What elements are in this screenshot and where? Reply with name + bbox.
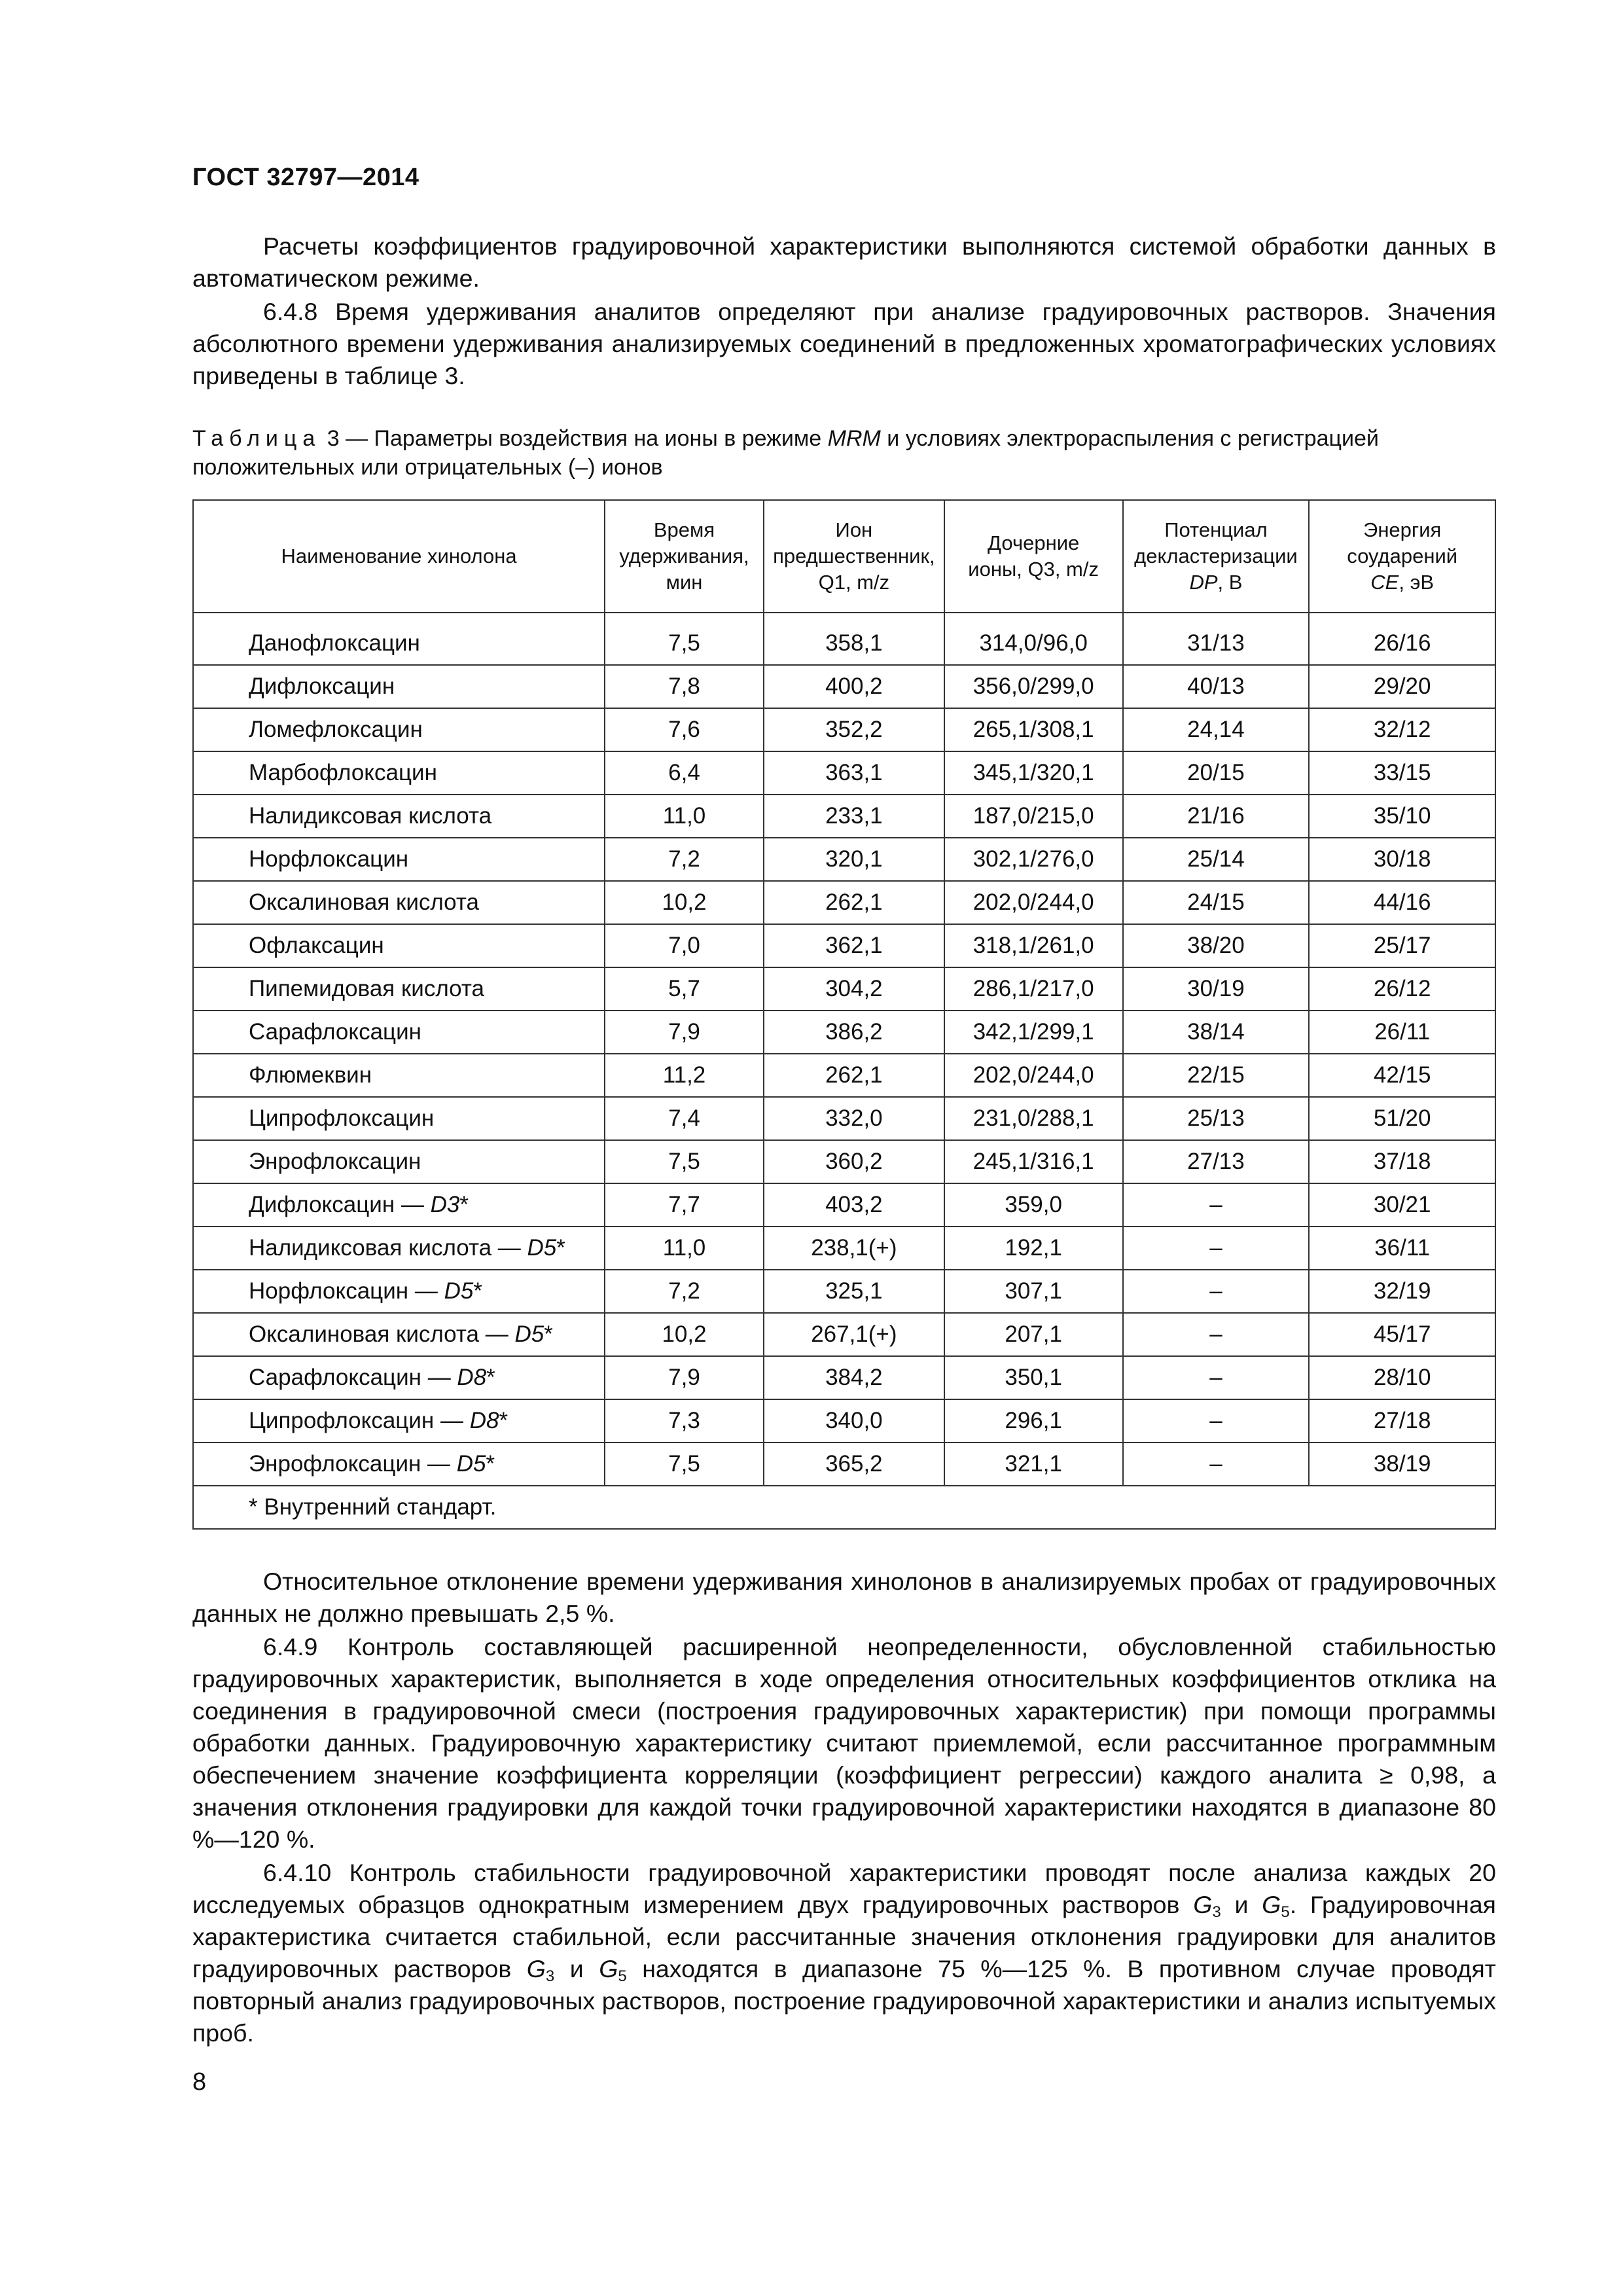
cell-daughter-ions: 187,0/215,0 — [944, 795, 1123, 838]
cell-name: Пипемидовая кислота — [193, 967, 605, 1011]
cell-collision-energy: 42/15 — [1309, 1054, 1495, 1097]
cell-daughter-ions: 192,1 — [944, 1227, 1123, 1270]
table-row — [193, 751, 1495, 795]
cell-name: Сарафлоксацин — D8* — [193, 1356, 605, 1399]
cell-retention-time: 7,5 — [605, 613, 764, 665]
intro-paragraph-1: Расчеты коэффициентов градуировочной характеристики выполняются системой обработки данных в автоматическом режиме. — [192, 232, 1496, 292]
table-row — [193, 708, 1495, 751]
cell-retention-time: 7,6 — [605, 708, 764, 751]
cell-declustering-potential: – — [1123, 1183, 1310, 1227]
cell-retention-time: 5,7 — [605, 967, 764, 1011]
cell-precursor-ion: 325,1 — [764, 1270, 944, 1313]
cell-collision-energy: 33/15 — [1309, 751, 1495, 795]
ion-parameters-table — [192, 499, 1496, 1530]
cell-daughter-ions: 286,1/217,0 — [944, 967, 1123, 1011]
cell-daughter-ions: 359,0 — [944, 1183, 1123, 1227]
table-row — [193, 1097, 1495, 1140]
table-row — [193, 1399, 1495, 1443]
table-row — [193, 967, 1495, 1011]
cell-name: Данофлоксацин — [193, 613, 605, 665]
cell-declustering-potential: – — [1123, 1313, 1310, 1356]
cell-daughter-ions: 231,0/288,1 — [944, 1097, 1123, 1140]
cell-collision-energy: 35/10 — [1309, 795, 1495, 838]
cell-precursor-ion: 386,2 — [764, 1011, 944, 1054]
cell-collision-energy: 44/16 — [1309, 881, 1495, 924]
cell-precursor-ion: 304,2 — [764, 967, 944, 1011]
cell-name: Энрофлоксацин — D5* — [193, 1443, 605, 1486]
cell-declustering-potential: 24,14 — [1123, 708, 1310, 751]
cell-daughter-ions: 245,1/316,1 — [944, 1140, 1123, 1183]
cell-name: Ципрофлоксацин — [193, 1097, 605, 1140]
cell-declustering-potential: – — [1123, 1356, 1310, 1399]
cell-declustering-potential: 38/20 — [1123, 924, 1310, 967]
cell-retention-time: 7,3 — [605, 1399, 764, 1443]
cell-retention-time: 7,9 — [605, 1356, 764, 1399]
cell-declustering-potential: 30/19 — [1123, 967, 1310, 1011]
cell-retention-time: 6,4 — [605, 751, 764, 795]
table-row — [193, 613, 1495, 665]
table-row — [193, 1140, 1495, 1183]
cell-name: Ломефлоксацин — [193, 708, 605, 751]
page-number: 8 — [192, 2068, 207, 2096]
cell-name: Налидиксовая кислота — [193, 795, 605, 838]
table-row — [193, 665, 1495, 708]
cell-collision-energy: 29/20 — [1309, 665, 1495, 708]
table-header-row — [193, 500, 1495, 613]
cell-declustering-potential: 20/15 — [1123, 751, 1310, 795]
cell-declustering-potential: 40/13 — [1123, 665, 1310, 708]
cell-precursor-ion: 340,0 — [764, 1399, 944, 1443]
cell-precursor-ion: 233,1 — [764, 795, 944, 838]
cell-name: Норфлоксацин — D5* — [193, 1270, 605, 1313]
table-caption: Таблица 3 — Параметры воздействия на ионы в режиме MRM и условиях электрораспыления с регистрацией положительных или отрицательных (–) ионов — [192, 426, 1379, 480]
cell-collision-energy: 26/12 — [1309, 967, 1495, 1011]
table-row — [193, 1227, 1495, 1270]
header-daughter-ions: Дочерние ионы, Q3, m/z — [944, 500, 1123, 613]
header-precursor-ion: Ион предшественник, Q1, m/z — [764, 500, 944, 613]
table-row — [193, 1183, 1495, 1227]
cell-precursor-ion: 365,2 — [764, 1443, 944, 1486]
cell-collision-energy: 25/17 — [1309, 924, 1495, 967]
header-collision-energy: Энергия соударений CE, эВ — [1309, 500, 1495, 613]
cell-name: Сарафлоксацин — [193, 1011, 605, 1054]
cell-declustering-potential: 25/14 — [1123, 838, 1310, 881]
cell-name: Флюмеквин — [193, 1054, 605, 1097]
cell-collision-energy: 36/11 — [1309, 1227, 1495, 1270]
cell-daughter-ions: 202,0/244,0 — [944, 1054, 1123, 1097]
cell-name: Офлаксацин — [193, 924, 605, 967]
header-retention-time: Время удерживания, мин — [605, 500, 764, 613]
cell-retention-time: 7,2 — [605, 838, 764, 881]
cell-collision-energy: 26/11 — [1309, 1011, 1495, 1054]
cell-precursor-ion: 358,1 — [764, 613, 944, 665]
cell-daughter-ions: 296,1 — [944, 1399, 1123, 1443]
cell-name: Ципрофлоксацин — D8* — [193, 1399, 605, 1443]
table-row — [193, 924, 1495, 967]
header-declustering-potential: Потенциал декластеризации DP, В — [1123, 500, 1310, 613]
cell-name: Дифлоксацин — D3* — [193, 1183, 605, 1227]
cell-declustering-potential: – — [1123, 1443, 1310, 1486]
cell-retention-time: 7,5 — [605, 1443, 764, 1486]
cell-retention-time: 7,4 — [605, 1097, 764, 1140]
cell-name: Оксалиновая кислота — [193, 881, 605, 924]
cell-declustering-potential: 22/15 — [1123, 1054, 1310, 1097]
cell-collision-energy: 37/18 — [1309, 1140, 1495, 1183]
cell-name: Марбофлоксацин — [193, 751, 605, 795]
cell-precursor-ion: 352,2 — [764, 708, 944, 751]
cell-daughter-ions: 321,1 — [944, 1443, 1123, 1486]
cell-collision-energy: 45/17 — [1309, 1313, 1495, 1356]
cell-collision-energy: 51/20 — [1309, 1097, 1495, 1140]
table-row — [193, 838, 1495, 881]
cell-collision-energy: 30/18 — [1309, 838, 1495, 881]
cell-collision-energy: 30/21 — [1309, 1183, 1495, 1227]
cell-precursor-ion: 332,0 — [764, 1097, 944, 1140]
cell-retention-time: 11,2 — [605, 1054, 764, 1097]
cell-retention-time: 7,0 — [605, 924, 764, 967]
cell-collision-energy: 28/10 — [1309, 1356, 1495, 1399]
table-row — [193, 1443, 1495, 1486]
after-paragraph-2: 6.4.9 Контроль составляющей расширенной неопределенности, обусловленной стабильностью градуировочных характеристик, выполняется в ходе определения относительных коэффициентов отклика на соединения в градуировочной смеси (построения градуировочных характеристик) при помощи программы обработки данных. Градуировочную характеристику считают приемлемой, если рассчитанное программным обеспечением значение коэффициента корреляции (коэффициент регрессии) каждого аналита ≥ 0,98, а значения отклонения градуировки для каждой точки градуировочной характеристики находятся в диапазоне 80 %—120 %. — [192, 1633, 1496, 1853]
cell-precursor-ion: 400,2 — [764, 665, 944, 708]
cell-precursor-ion: 262,1 — [764, 1054, 944, 1097]
cell-retention-time: 10,2 — [605, 881, 764, 924]
cell-declustering-potential: – — [1123, 1270, 1310, 1313]
cell-daughter-ions: 314,0/96,0 — [944, 613, 1123, 665]
cell-collision-energy: 26/16 — [1309, 613, 1495, 665]
cell-precursor-ion: 403,2 — [764, 1183, 944, 1227]
cell-declustering-potential: 38/14 — [1123, 1011, 1310, 1054]
cell-retention-time: 10,2 — [605, 1313, 764, 1356]
cell-name: Энрофлоксацин — [193, 1140, 605, 1183]
cell-daughter-ions: 202,0/244,0 — [944, 881, 1123, 924]
cell-declustering-potential: 24/15 — [1123, 881, 1310, 924]
cell-retention-time: 7,5 — [605, 1140, 764, 1183]
cell-declustering-potential: – — [1123, 1399, 1310, 1443]
document-header: ГОСТ 32797—2014 — [192, 164, 419, 191]
cell-precursor-ion: 238,1(+) — [764, 1227, 944, 1270]
cell-collision-energy: 27/18 — [1309, 1399, 1495, 1443]
cell-retention-time: 7,2 — [605, 1270, 764, 1313]
cell-declustering-potential: 21/16 — [1123, 795, 1310, 838]
cell-precursor-ion: 267,1(+) — [764, 1313, 944, 1356]
cell-retention-time: 11,0 — [605, 1227, 764, 1270]
table-row — [193, 1011, 1495, 1054]
cell-name: Налидиксовая кислота — D5* — [193, 1227, 605, 1270]
cell-precursor-ion: 320,1 — [764, 838, 944, 881]
table-row — [193, 1356, 1495, 1399]
cell-precursor-ion: 384,2 — [764, 1356, 944, 1399]
cell-declustering-potential: 25/13 — [1123, 1097, 1310, 1140]
cell-name: Норфлоксацин — [193, 838, 605, 881]
intro-paragraph-2: 6.4.8 Время удерживания аналитов определяют при анализе градуировочных растворов. Значения абсолютного времени удерживания анализируемых соединений в предложенных хроматографических условиях приведены в таблице 3. — [192, 298, 1496, 389]
cell-daughter-ions: 302,1/276,0 — [944, 838, 1123, 881]
cell-daughter-ions: 350,1 — [944, 1356, 1123, 1399]
table-row — [193, 1313, 1495, 1356]
cell-daughter-ions: 356,0/299,0 — [944, 665, 1123, 708]
cell-name: Дифлоксацин — [193, 665, 605, 708]
cell-collision-energy: 32/19 — [1309, 1270, 1495, 1313]
cell-daughter-ions: 342,1/299,1 — [944, 1011, 1123, 1054]
table-row — [193, 1270, 1495, 1313]
table-row — [193, 795, 1495, 838]
cell-declustering-potential: 27/13 — [1123, 1140, 1310, 1183]
cell-precursor-ion: 362,1 — [764, 924, 944, 967]
cell-declustering-potential: – — [1123, 1227, 1310, 1270]
cell-precursor-ion: 363,1 — [764, 751, 944, 795]
after-paragraph-3: 6.4.10 Контроль стабильности градуировочной характеристики проводят после анализа каждых 20 исследуемых образцов однократным измерением двух градуировочных растворов $G_3$ и $G_5$. Градуировочная характеристика считается стабильной, если рассчитанные значения отклонения градуировки для аналитов градуировочных растворов $G_3$ и $G_5$ находятся в диапазоне 75 %—125 %. В противном случае проводят повторный анализ градуировочных растворов, построение градуировочной характеристики и анализ испытуемых проб. — [192, 1859, 1496, 2047]
cell-name: Оксалиновая кислота — D5* — [193, 1313, 605, 1356]
cell-collision-energy: 32/12 — [1309, 708, 1495, 751]
cell-daughter-ions: 318,1/261,0 — [944, 924, 1123, 967]
cell-precursor-ion: 262,1 — [764, 881, 944, 924]
cell-retention-time: 7,9 — [605, 1011, 764, 1054]
cell-daughter-ions: 345,1/320,1 — [944, 751, 1123, 795]
cell-precursor-ion: 360,2 — [764, 1140, 944, 1183]
cell-retention-time: 7,8 — [605, 665, 764, 708]
cell-daughter-ions: 265,1/308,1 — [944, 708, 1123, 751]
cell-daughter-ions: 307,1 — [944, 1270, 1123, 1313]
table-row — [193, 881, 1495, 924]
cell-collision-energy: 38/19 — [1309, 1443, 1495, 1486]
table-row — [193, 1054, 1495, 1097]
after-paragraph-1: Относительное отклонение времени удерживания хинолонов в анализируемых пробах от градуировочных данных не должно превышать 2,5 %. — [192, 1568, 1496, 1627]
table-footnote: * Внутренний стандарт. — [193, 1486, 1495, 1529]
cell-daughter-ions: 207,1 — [944, 1313, 1123, 1356]
header-name: Наименование хинолона — [193, 500, 605, 613]
cell-retention-time: 7,7 — [605, 1183, 764, 1227]
table-footnote-row — [193, 1486, 1495, 1529]
cell-retention-time: 11,0 — [605, 795, 764, 838]
cell-declustering-potential: 31/13 — [1123, 613, 1310, 665]
